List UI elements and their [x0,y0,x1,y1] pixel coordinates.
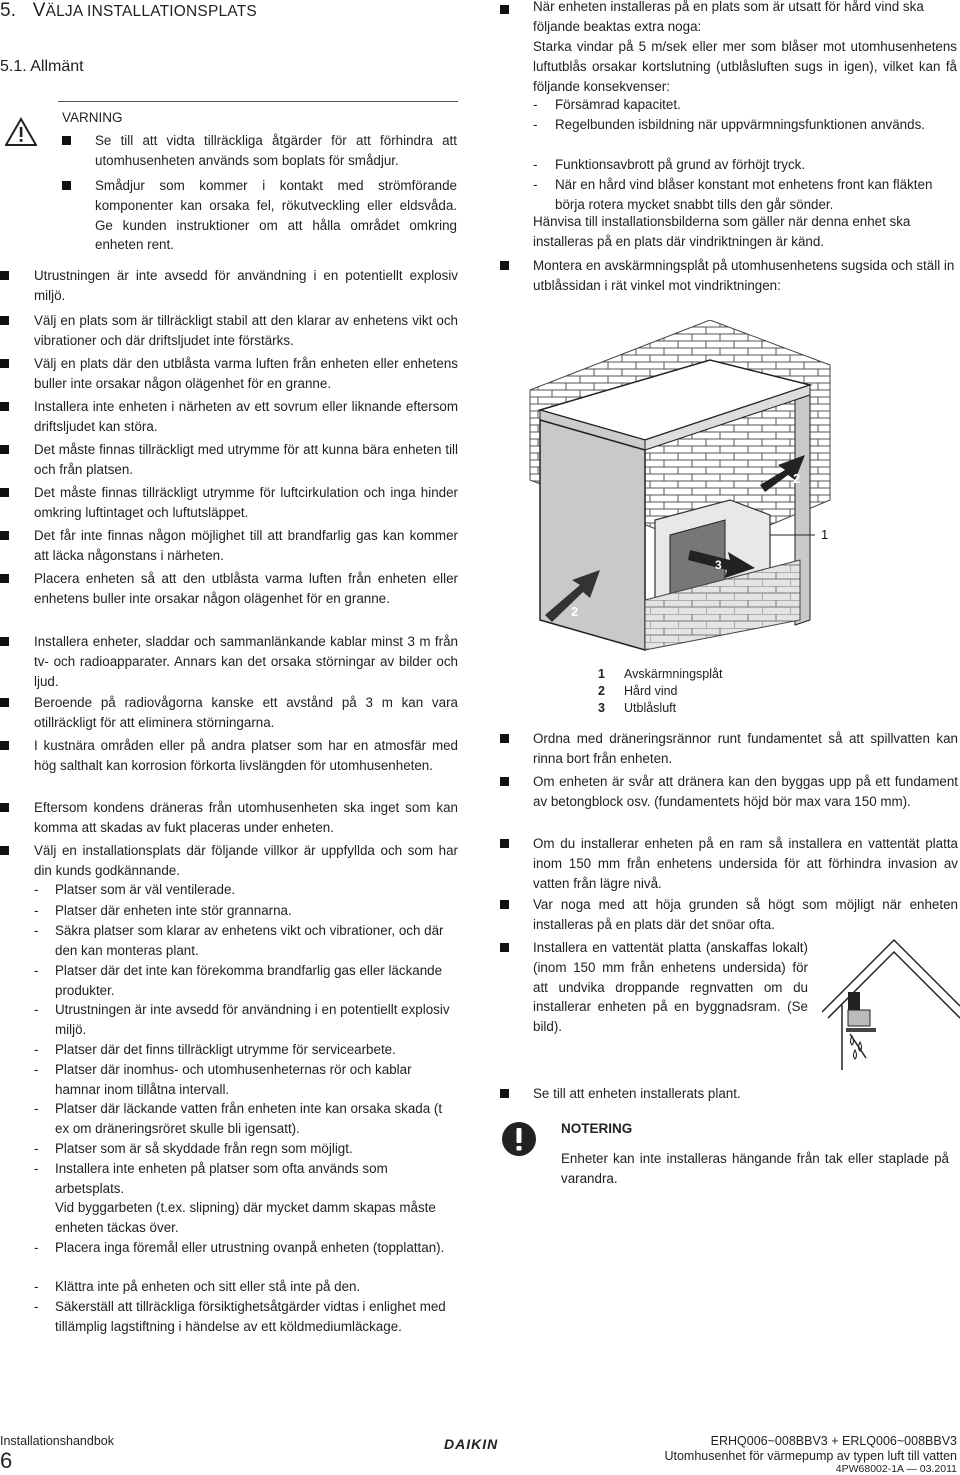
sub-list-note: Vid byggarbeten (t.ex. slipning) där mycket damm skapas måste enheten täckas över. [55,1200,436,1235]
sub-list-item: - Platser där enheten inte stör grannarna. [34,903,292,918]
wind-paragraph: Starka vindar på 5 m/sek eller mer som blåser mot utomhusenhetens luftutblås orsakar kortslutning (utblåsluften sugs in igen), vilket kan få följande konsekvenser: [533,39,957,94]
bullet-icon [0,402,9,411]
sub-list-item: - Placera inga föremål eller utrustning ovanpå enheten (topplattan). [34,1240,445,1255]
page-number: 6 [0,1448,13,1473]
bullet-icon [0,445,9,454]
bullet-icon [0,698,9,707]
section-heading: 5.1. Allmänt [0,58,84,75]
list-item: Det måste finnas tillräckligt med utrymme för att kunna bära enheten till och från platsen. [0,440,458,480]
sub-list-item: - Säkerställ att tillräckliga försiktighetsåtgärder vidtas i enlighet med tillämplig lagstiftning i händelse av ett köldmediumläckage. [34,1299,446,1334]
chapter-first-letter: V [32,0,46,21]
sub-list-item: - Platser där det finns tillräckligt utrymme för servicearbete. [34,1042,396,1057]
bullet-icon [500,839,509,848]
figure-label-2: 2 [793,471,801,486]
bullet-icon [0,531,9,540]
bullet-icon [500,900,509,909]
warning-item: Se till att vidta tillräckliga åtgärder för att förhindra att utomhusenheten används som boplats för smådjur. [62,131,457,171]
sub-list-item: - Klättra inte på enheten och sitt eller stå inte på den. [34,1279,361,1294]
bullet-icon [0,803,9,812]
list-item: Ordna med dräneringsrännor runt fundamentet så att spillvatten kan rinna bort från enheten. [500,729,958,769]
list-item: När enheten installeras på en plats som är utsatt för hård vind ska följande beaktas extra noga: [500,0,958,37]
sub-list-item: - Funktionsavbrott på grund av förhöjt tryck. [533,157,806,172]
list-item: Välj en installationsplats där följande villkor är uppfyllda och som har din kunds godkännande. [0,841,458,881]
sub-list-item: - Regelbunden isbildning när uppvärmningsfunktionen används. [533,117,925,132]
wind-reference: Hänvisa till installationsbilderna som gäller när denna enhet ska installeras på en plats där vindriktningen är känd. [533,214,911,249]
chapter-number: 5. [0,0,17,21]
bullet-icon [500,734,509,743]
list-item: Utrustningen är inte avsedd för användning i en potentiellt explosiv miljö. [0,266,458,306]
list-item: Installera en vattentät platta (anskaffas lokalt)(inom 150 mm från enhetens undersida) för att undvika droppande regnvatten om du installerar enheten på en byggnadsram. (Se bild). [500,938,808,1037]
note-text: Enheter kan inte installeras hängande från tak eller staplade på varandra. [561,1151,949,1186]
legend-item: 1 Avskärmningsplåt [598,667,723,681]
bullet-icon [0,637,9,646]
warning-item: Smådjur som kommer i kontakt med strömförande komponenter kan orsaka fel, rökutveckling eller eldsvåda. Ge kunden instruktioner om att hålla området omkring enheten rent. [62,176,457,255]
list-item: Beroende på radiovågorna kanske ett avstånd på 3 m kan vara otillräckligt för att eliminera störningarna. [0,693,458,733]
bullet-icon [500,1089,509,1098]
figure-label-3: 3 [715,558,722,572]
legend-item: 3 Utblåsluft [598,701,677,715]
sub-list-item: - Utrustningen är inte avsedd för användning i en potentiellt explosiv miljö. [34,1002,450,1037]
bullet-icon [500,777,509,786]
bullet-icon [500,5,509,14]
daikin-logo: DAIKIN [444,1436,499,1452]
sub-list-item: - Platser där läckande vatten från enheten inte kan orsaka skada (t ex om dräneringsröret skulle bli igensatt). [34,1101,443,1136]
footer-product: Utomhusenhet för värmepump av typen luft till vatten [664,1449,957,1463]
bullet-icon [500,943,509,952]
sub-list-item: - Installera inte enheten på platser som ofta används som arbetsplats. [34,1161,388,1196]
bullet-icon [0,359,9,368]
warning-title: VARNING [62,110,123,125]
sub-list-item: - Platser där det inte kan förekomma brandfarlig gas eller läckande produkter. [34,963,443,998]
footer-model: ERHQ006~008BBV3 + ERLQ006~008BBV3 [710,1434,957,1448]
list-item: Välj en plats som är tillräckligt stabil att den klarar av enhetens vikt och vibrationer och där driftsljudet inte förstärks. [0,311,458,351]
list-item: Eftersom kondens dräneras från utomhusenheten ska inget som kan komma att skadas av fukt placeras under enheten. [0,798,458,838]
warning-divider [58,101,458,102]
outdoor-unit [848,1010,870,1026]
bullet-icon [0,574,9,583]
sub-list-item: - Platser där inomhus- och utomhusenheternas rör och kablar hamnar inom tillåtna intervall. [34,1062,412,1097]
list-item: Installera enheter, sladdar och sammanlänkande kablar minst 3 m från tv- och radioapparater. Annars kan det orsaka störningar av bilder och ljud. [0,632,458,691]
list-item: Installera inte enheten i närheten av ett sovrum eller liknande eftersom driftsljudet kan störa. [0,397,458,437]
list-item: Om du installerar enheten på en ram så installera en vattentät platta inom 150 mm från enhetens undersida för att förhindra invasion av vatten från lägre nivå. [500,834,958,893]
bullet-icon [0,316,9,325]
warning-triangle-icon [5,117,37,147]
list-item: Montera en avskärmningsplåt på utomhusenhetens sugsida och ställ in utblåssidan i rät vinkel mot vindriktningen: [500,256,958,296]
list-item: Välj en plats där den utblåsta varma luften från enheten eller enhetens buller inte orsakar någon olägenhet för en granne. [0,354,458,394]
list-item: Det måste finnas tillräckligt utrymme för luftcirkulation och inga hinder omkring luftintaget och luftutsläppet. [0,483,458,523]
exclamation-icon [501,1121,537,1157]
footer-code: 4PW68002-1A — 03.2011 [835,1463,957,1475]
chapter-title: ÄLJA INSTALLATIONSPLATS [45,3,257,20]
list-item: Var noga med att höja grunden så högt som möjligt när enheten installeras på en plats där det snöar ofta. [500,895,958,935]
sub-list-item: - Platser som är så skyddade från regn som möjligt. [34,1141,353,1156]
sub-list-item: - När en hård vind blåser konstant mot enhetens front kan fläkten börja rotera mycket snabbt tills den går sönder. [533,177,933,212]
list-item: Det får inte finnas någon möjlighet till att brandfarlig gas kan kommer att läcka någonstans i närheten. [0,526,458,566]
bullet-icon [500,261,509,270]
sub-list-item: - Försämrad kapacitet. [533,97,681,112]
bullet-icon [62,181,71,190]
list-item: Om enheten är svår att dränera kan den byggas upp på ett fundament av betongblock osv. (fundamentets höjd bör max vara 150 mm). [500,772,958,812]
figure-legend [598,666,722,717]
legend-item: 2 Hård vind [598,684,678,698]
bullet-icon [0,846,9,855]
bullet-icon [62,136,71,145]
bullet-icon [0,271,9,280]
list-item: I kustnära områden eller på andra platser som har en atmosfär med hög salthalt kan korrosion förkorta livslängden för utomhusenheten. [0,736,458,776]
shield-installation-figure [510,320,840,660]
figure-label-1: 1 [821,527,829,542]
sub-list-item: - Platser som är väl ventilerade. [34,882,236,897]
waterproof-plate [846,1028,876,1032]
figure-label-2: 2 [571,604,579,619]
bullet-icon [0,488,9,497]
note-title: NOTERING [561,1121,633,1136]
sub-list-item: - Säkra platser som klarar av enhetens vikt och vibrationer, och där den kan monteras plant. [34,923,444,958]
list-item: Se till att enheten installerats plant. [500,1084,958,1104]
bullet-icon [0,741,9,750]
list-item: Placera enheten så att den utblåsta varma luften från enheten eller enhetens buller inte orsakar någon olägenhet för en granne. [0,569,458,609]
chapter-heading [0,0,257,22]
footer-manual: Installationshandbok [0,1434,114,1448]
house-figure [822,930,960,1070]
